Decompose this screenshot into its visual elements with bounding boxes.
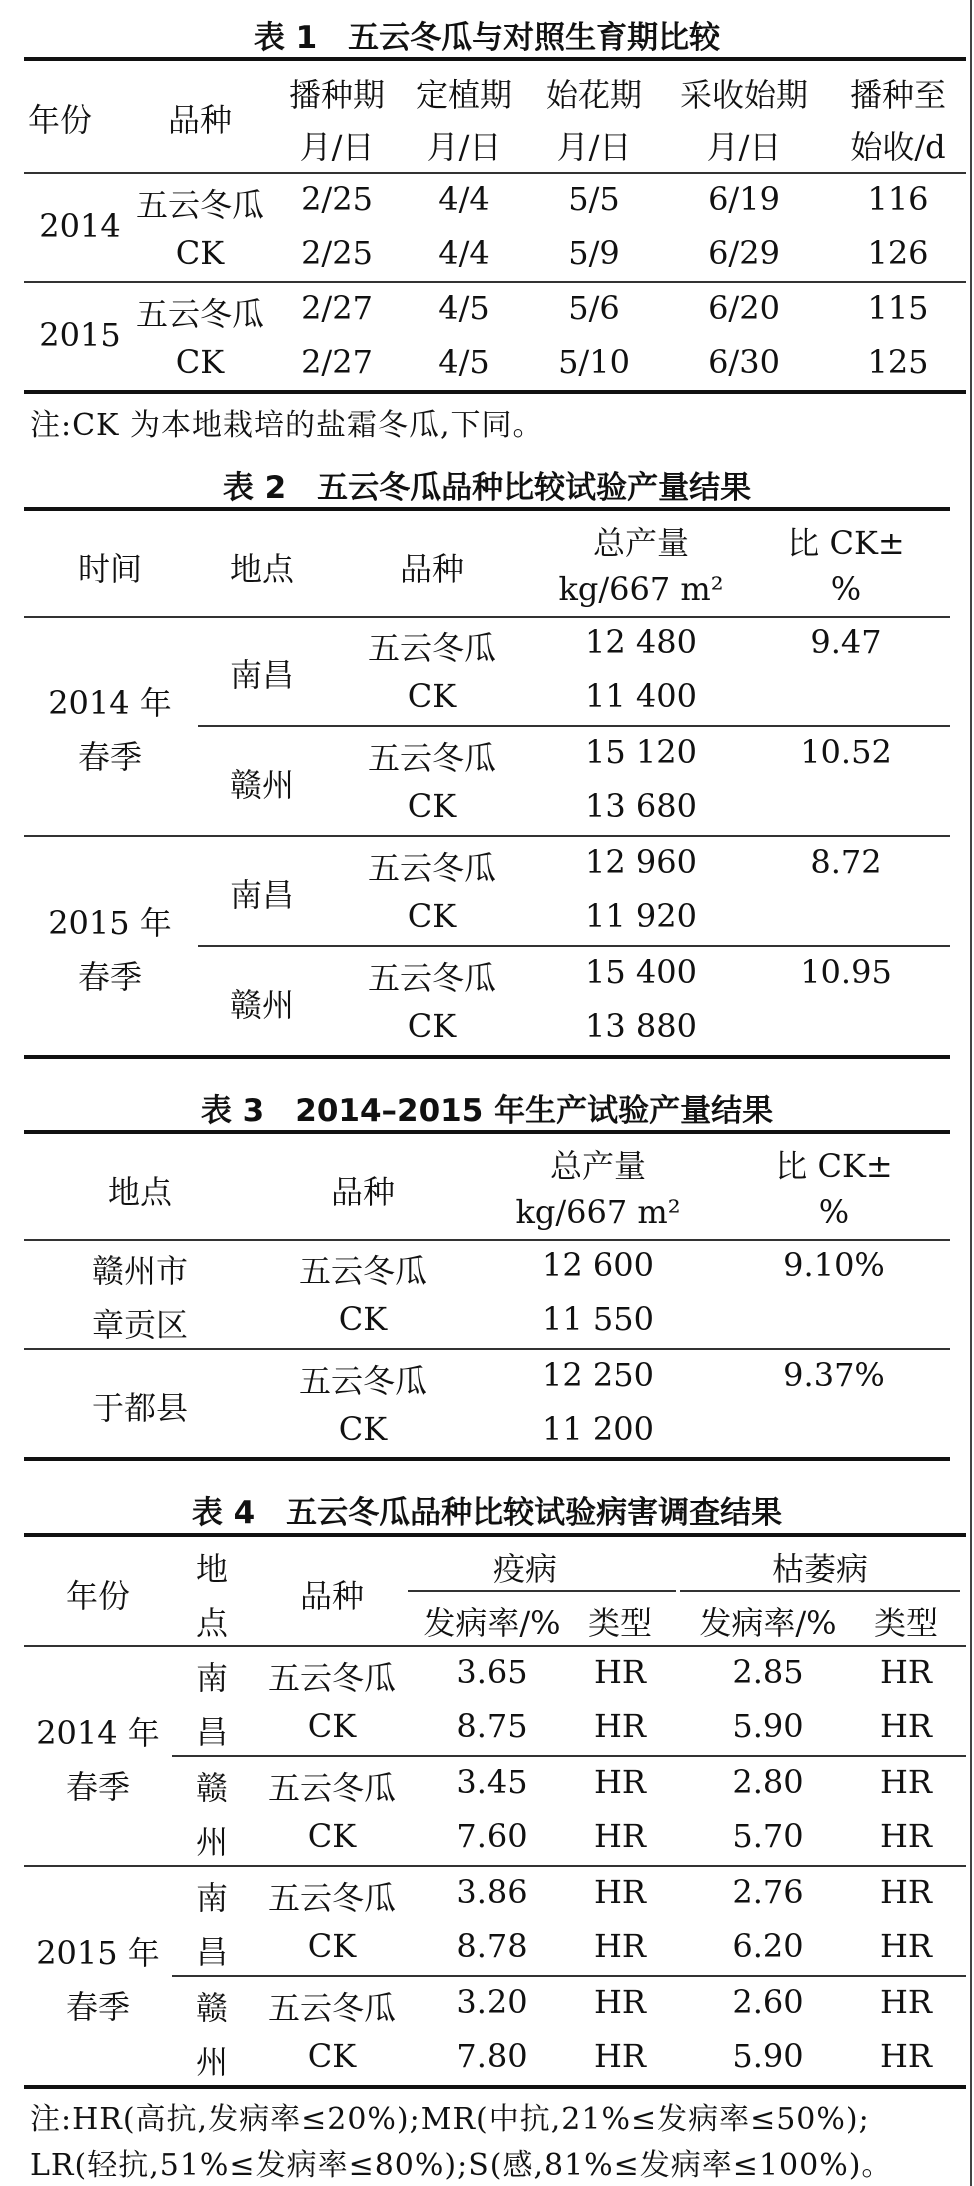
table3-top-rule bbox=[24, 1130, 950, 1134]
table4-header-wilt-rate: 发病率/% bbox=[699, 1604, 837, 1642]
table1-cell: 5/10 bbox=[558, 343, 630, 381]
table4-cell: 3.86 bbox=[456, 1873, 528, 1911]
table1-cell: 116 bbox=[867, 180, 929, 218]
table2-cell: 12 480 bbox=[585, 623, 697, 661]
table1-header-days-unit: 始收/d bbox=[850, 128, 946, 166]
table3-group-rule bbox=[24, 1348, 950, 1350]
table4-cell: HR bbox=[594, 1707, 646, 1745]
table1-cell: CK bbox=[175, 343, 225, 381]
table1-cell: 6/20 bbox=[708, 289, 780, 327]
table1-header-flowering-unit: 月/日 bbox=[556, 128, 632, 166]
table1-header-days: 播种至 bbox=[849, 76, 947, 114]
table1-bottom-rule bbox=[24, 390, 966, 394]
table4-cell: HR bbox=[594, 1927, 646, 1965]
table3-cell: 11 550 bbox=[542, 1300, 654, 1338]
table4-year-line1: 2014 年 bbox=[36, 1714, 160, 1752]
table4-header-blight: 疫病 bbox=[492, 1550, 558, 1588]
table4-cell: HR bbox=[880, 1707, 932, 1745]
table1-header-planting-unit: 月/日 bbox=[426, 128, 502, 166]
table4-cell: 5.90 bbox=[732, 2037, 804, 2075]
table1-cell: 6/30 bbox=[708, 343, 780, 381]
table2-header-yield: 总产量 bbox=[592, 524, 690, 562]
table2-cell: 15 400 bbox=[585, 953, 697, 991]
table1-cell: 五云冬瓜 bbox=[135, 295, 265, 333]
table2-cell: 10.95 bbox=[800, 953, 892, 991]
table4-cell: 2.80 bbox=[732, 1763, 804, 1801]
table1-cell: 2/25 bbox=[301, 180, 373, 218]
table2-location: 赣州 bbox=[229, 986, 295, 1024]
table1-cell: 2/27 bbox=[301, 289, 373, 327]
table4-top-rule bbox=[24, 1533, 966, 1537]
table4-header-rule bbox=[24, 1645, 966, 1647]
table4-location: 赣 bbox=[195, 1989, 229, 2027]
table4-location: 州 bbox=[195, 1823, 229, 1861]
table4-cell: 五云冬瓜 bbox=[267, 1659, 397, 1697]
table4-note-line2: LR(轻抗,51%≤发病率≤80%);S(感,81%≤发病率≤100%)。 bbox=[30, 2148, 893, 2183]
table4-cell: 3.20 bbox=[456, 1983, 528, 2021]
table4-cell: HR bbox=[880, 2037, 932, 2075]
table4-cell: 2.76 bbox=[732, 1873, 804, 1911]
table4-cell: 五云冬瓜 bbox=[267, 1879, 397, 1917]
table1-cell: 5/9 bbox=[568, 234, 620, 272]
table2-header-time: 时间 bbox=[77, 550, 143, 588]
table2-top-rule bbox=[24, 507, 950, 511]
table4-cell: HR bbox=[594, 1983, 646, 2021]
table4-cell: HR bbox=[880, 1873, 932, 1911]
table1-group-rule bbox=[24, 281, 966, 283]
table4-wilt-span-rule bbox=[680, 1590, 960, 1592]
table3-header-yield-unit: kg/667 m² bbox=[515, 1193, 681, 1231]
table2-cell: 11 920 bbox=[585, 897, 697, 935]
table2-cell: 12 960 bbox=[585, 843, 697, 881]
table2-cell: CK bbox=[407, 1007, 457, 1045]
table2-group-rule bbox=[24, 835, 950, 837]
table1-header-harvest: 采收始期 bbox=[679, 76, 809, 114]
table1-header-sowing: 播种期 bbox=[288, 76, 386, 114]
table4-cell: 7.80 bbox=[456, 2037, 528, 2075]
table1-header-planting: 定植期 bbox=[415, 76, 513, 114]
table4-cell: HR bbox=[594, 1873, 646, 1911]
table1-header-year: 年份 bbox=[27, 101, 93, 139]
table3-cell: 11 200 bbox=[542, 1410, 654, 1448]
table4-cell: CK bbox=[307, 2037, 357, 2075]
table2-header-ratio: 比 CK± bbox=[787, 524, 905, 562]
table4-location: 赣 bbox=[195, 1769, 229, 1807]
table4-header-wilt: 枯萎病 bbox=[771, 1550, 869, 1588]
table2-site-rule bbox=[198, 945, 950, 947]
table3-header-yield: 总产量 bbox=[549, 1147, 647, 1185]
table2-header-yield-unit: kg/667 m² bbox=[558, 570, 724, 608]
table2-header-rule bbox=[24, 616, 950, 618]
table4-cell: HR bbox=[880, 1817, 932, 1855]
table4-header-location-line2: 点 bbox=[195, 1604, 229, 1642]
table4-header-wilt-type: 类型 bbox=[873, 1604, 939, 1642]
table2-cell: CK bbox=[407, 677, 457, 715]
table4-cell: 五云冬瓜 bbox=[267, 1769, 397, 1807]
table3-cell: CK bbox=[338, 1410, 388, 1448]
table1-header-rule bbox=[24, 172, 966, 174]
table3-location-line2: 章贡区 bbox=[91, 1306, 189, 1344]
table3-header-ratio-unit: % bbox=[818, 1193, 850, 1231]
table1-cell: 6/19 bbox=[708, 180, 780, 218]
table4-site-rule bbox=[172, 1975, 966, 1977]
table2-title: 表 2 五云冬瓜品种比较试验产量结果 bbox=[222, 470, 752, 506]
table3-cell: CK bbox=[338, 1300, 388, 1338]
table2-cell: 五云冬瓜 bbox=[367, 959, 497, 997]
table2-time-2014-line1: 2014 年 bbox=[48, 684, 172, 722]
table4-cell: 五云冬瓜 bbox=[267, 1989, 397, 2027]
table2-cell: 五云冬瓜 bbox=[367, 849, 497, 887]
table1-year-2014: 2014 bbox=[39, 207, 121, 245]
table4-location: 南 bbox=[195, 1659, 229, 1697]
table2-cell: 五云冬瓜 bbox=[367, 629, 497, 667]
table1-cell: 4/5 bbox=[438, 343, 490, 381]
table2-cell: 五云冬瓜 bbox=[367, 739, 497, 777]
table1-cell: 五云冬瓜 bbox=[135, 186, 265, 224]
table4-cell: CK bbox=[307, 1817, 357, 1855]
table1-cell: 126 bbox=[867, 234, 929, 272]
table2-bottom-rule bbox=[24, 1055, 950, 1059]
page-edge-line bbox=[970, 0, 972, 2186]
table3-cell: 五云冬瓜 bbox=[298, 1252, 428, 1290]
table1-cell: 4/4 bbox=[438, 234, 490, 272]
table4-header-year: 年份 bbox=[65, 1577, 131, 1615]
table4-cell: 8.75 bbox=[456, 1707, 528, 1745]
table4-location: 昌 bbox=[195, 1933, 229, 1971]
table4-cell: 3.65 bbox=[456, 1653, 528, 1691]
table4-title: 表 4 五云冬瓜品种比较试验病害调查结果 bbox=[191, 1495, 783, 1531]
table2-header-ratio-unit: % bbox=[830, 570, 862, 608]
table3-location-line1: 于都县 bbox=[91, 1389, 189, 1427]
table4-year-line2: 春季 bbox=[65, 1768, 131, 1806]
table4-location: 南 bbox=[195, 1879, 229, 1917]
table4-year-line1: 2015 年 bbox=[36, 1934, 160, 1972]
table1-top-rule bbox=[24, 57, 966, 61]
table1-cell: 6/29 bbox=[708, 234, 780, 272]
table1-header-harvest-unit: 月/日 bbox=[706, 128, 782, 166]
table2-cell: 10.52 bbox=[800, 733, 892, 771]
table3-bottom-rule bbox=[24, 1457, 950, 1461]
table4-note-line1: 注:HR(高抗,发病率≤20%);MR(中抗,21%≤发病率≤50%); bbox=[30, 2102, 870, 2137]
table1-header-flowering: 始花期 bbox=[545, 76, 643, 114]
table3-header-rule bbox=[24, 1239, 950, 1241]
table4-header-variety: 品种 bbox=[299, 1577, 365, 1615]
table4-cell: 3.45 bbox=[456, 1763, 528, 1801]
table4-cell: HR bbox=[594, 1653, 646, 1691]
table4-cell: HR bbox=[594, 1817, 646, 1855]
table4-header-location-line1: 地 bbox=[195, 1550, 229, 1588]
table1-header-sowing-unit: 月/日 bbox=[299, 128, 375, 166]
table1-title: 表 1 五云冬瓜与对照生育期比较 bbox=[253, 20, 721, 56]
table1-note: 注:CK 为本地栽培的盐霜冬瓜,下同。 bbox=[30, 408, 544, 443]
table4-cell: HR bbox=[880, 1927, 932, 1965]
table1-cell: 115 bbox=[867, 289, 929, 327]
table2-cell: 15 120 bbox=[585, 733, 697, 771]
table2-cell: CK bbox=[407, 897, 457, 935]
table4-cell: 5.90 bbox=[732, 1707, 804, 1745]
table4-cell: CK bbox=[307, 1927, 357, 1965]
table4-cell: HR bbox=[880, 1983, 932, 2021]
table4-bottom-rule bbox=[24, 2085, 966, 2089]
table4-cell: 2.85 bbox=[732, 1653, 804, 1691]
table4-cell: 7.60 bbox=[456, 1817, 528, 1855]
table1-header-variety: 品种 bbox=[167, 101, 233, 139]
table3-cell: 五云冬瓜 bbox=[298, 1362, 428, 1400]
table4-cell: HR bbox=[880, 1653, 932, 1691]
table1-cell: 2/27 bbox=[301, 343, 373, 381]
table4-cell: CK bbox=[307, 1707, 357, 1745]
table4-cell: HR bbox=[594, 1763, 646, 1801]
table4-location: 州 bbox=[195, 2043, 229, 2081]
table2-time-2015-line1: 2015 年 bbox=[48, 904, 172, 942]
table2-site-rule bbox=[198, 725, 950, 727]
table2-header-location: 地点 bbox=[229, 550, 295, 588]
table4-group-rule bbox=[24, 1865, 966, 1867]
table2-location: 南昌 bbox=[229, 876, 295, 914]
table4-cell: 8.78 bbox=[456, 1927, 528, 1965]
table2-cell: CK bbox=[407, 787, 457, 825]
table1-cell: 2/25 bbox=[301, 234, 373, 272]
table3-cell: 12 250 bbox=[542, 1356, 654, 1394]
table2-time-2014-line2: 春季 bbox=[77, 738, 143, 776]
table3-header-location: 地点 bbox=[107, 1173, 173, 1211]
table4-cell: 2.60 bbox=[732, 1983, 804, 2021]
table3-cell: 9.37% bbox=[783, 1356, 885, 1394]
table1-cell: 125 bbox=[867, 343, 929, 381]
table4-cell: 5.70 bbox=[732, 1817, 804, 1855]
table4-cell: HR bbox=[594, 2037, 646, 2075]
table2-location: 南昌 bbox=[229, 656, 295, 694]
table2-cell: 8.72 bbox=[810, 843, 882, 881]
table2-cell: 13 680 bbox=[585, 787, 697, 825]
table2-header-variety: 品种 bbox=[399, 550, 465, 588]
table1-cell: 4/4 bbox=[438, 180, 490, 218]
table3-header-variety: 品种 bbox=[330, 1173, 396, 1211]
table4-blight-span-rule bbox=[408, 1590, 676, 1592]
table4-header-blight-type: 类型 bbox=[587, 1604, 653, 1642]
table1-cell: 5/6 bbox=[568, 289, 620, 327]
table3-cell: 12 600 bbox=[542, 1246, 654, 1284]
table2-cell: 9.47 bbox=[810, 623, 882, 661]
table3-location-line1: 赣州市 bbox=[91, 1252, 189, 1290]
table4-location: 昌 bbox=[195, 1713, 229, 1751]
table2-cell: 13 880 bbox=[585, 1007, 697, 1045]
table4-cell: 6.20 bbox=[732, 1927, 804, 1965]
table3-title: 表 3 2014–2015 年生产试验产量结果 bbox=[200, 1093, 774, 1129]
table1-cell: CK bbox=[175, 234, 225, 272]
table2-location: 赣州 bbox=[229, 766, 295, 804]
table4-site-rule bbox=[172, 1755, 966, 1757]
table3-header-ratio: 比 CK± bbox=[775, 1147, 893, 1185]
table4-cell: HR bbox=[880, 1763, 932, 1801]
table3-cell: 9.10% bbox=[783, 1246, 885, 1284]
table4-year-line2: 春季 bbox=[65, 1988, 131, 2026]
table1-cell: 4/5 bbox=[438, 289, 490, 327]
table4-header-blight-rate: 发病率/% bbox=[423, 1604, 561, 1642]
table1-cell: 5/5 bbox=[568, 180, 620, 218]
table1-year-2015: 2015 bbox=[39, 316, 121, 354]
table2-time-2015-line2: 春季 bbox=[77, 958, 143, 996]
table2-cell: 11 400 bbox=[585, 677, 697, 715]
